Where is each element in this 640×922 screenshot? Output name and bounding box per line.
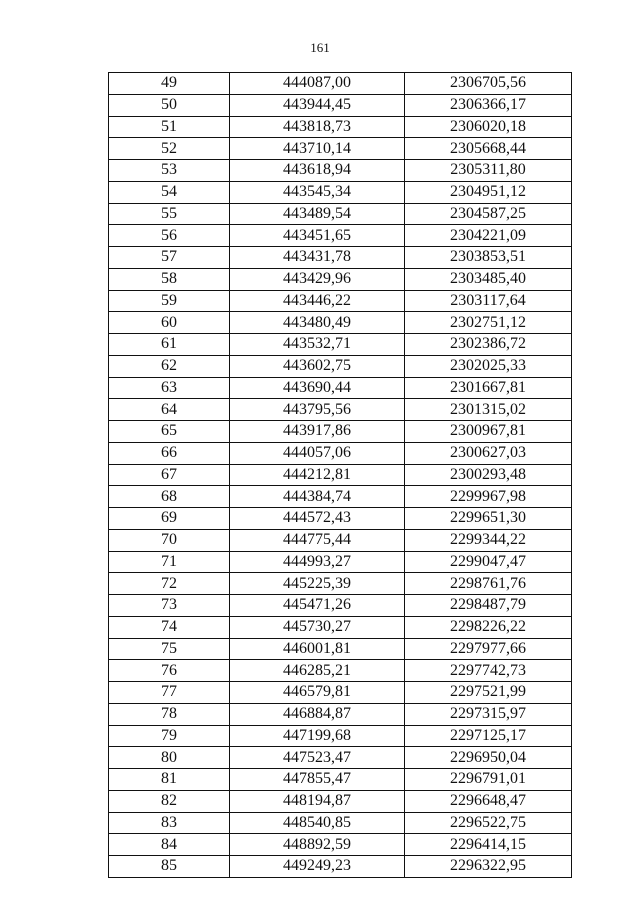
table-row bbox=[109, 812, 572, 834]
table-row bbox=[109, 486, 572, 508]
x-coordinate-cell: 443602,75 bbox=[230, 355, 405, 377]
y-coordinate-cell: 2296322,95 bbox=[405, 856, 572, 878]
table-row bbox=[109, 442, 572, 464]
y-coordinate-cell: 2299967,98 bbox=[405, 486, 572, 508]
x-coordinate-cell: 448540,85 bbox=[230, 812, 405, 834]
x-coordinate-cell: 443818,73 bbox=[230, 116, 405, 138]
table-row bbox=[109, 638, 572, 660]
table-row bbox=[109, 508, 572, 530]
y-coordinate-cell: 2303117,64 bbox=[405, 290, 572, 312]
table-row bbox=[109, 769, 572, 791]
table-row bbox=[109, 377, 572, 399]
table-row bbox=[109, 334, 572, 356]
x-coordinate-cell: 443480,49 bbox=[230, 312, 405, 334]
point-number-cell: 63 bbox=[109, 377, 230, 399]
y-coordinate-cell: 2305668,44 bbox=[405, 138, 572, 160]
point-number-cell: 73 bbox=[109, 595, 230, 617]
point-number-cell: 57 bbox=[109, 247, 230, 269]
x-coordinate-cell: 444087,00 bbox=[230, 73, 405, 95]
point-number-cell: 56 bbox=[109, 225, 230, 247]
x-coordinate-cell: 443545,34 bbox=[230, 181, 405, 203]
point-number-cell: 64 bbox=[109, 399, 230, 421]
y-coordinate-cell: 2302751,12 bbox=[405, 312, 572, 334]
point-number-cell: 51 bbox=[109, 116, 230, 138]
y-coordinate-cell: 2297521,99 bbox=[405, 682, 572, 704]
y-coordinate-cell: 2296648,47 bbox=[405, 790, 572, 812]
y-coordinate-cell: 2297315,97 bbox=[405, 703, 572, 725]
y-coordinate-cell: 2298226,22 bbox=[405, 616, 572, 638]
x-coordinate-cell: 445730,27 bbox=[230, 616, 405, 638]
x-coordinate-cell: 446884,87 bbox=[230, 703, 405, 725]
y-coordinate-cell: 2296791,01 bbox=[405, 769, 572, 791]
y-coordinate-cell: 2303485,40 bbox=[405, 268, 572, 290]
y-coordinate-cell: 2301667,81 bbox=[405, 377, 572, 399]
y-coordinate-cell: 2299344,22 bbox=[405, 529, 572, 551]
y-coordinate-cell: 2298487,79 bbox=[405, 595, 572, 617]
point-number-cell: 68 bbox=[109, 486, 230, 508]
x-coordinate-cell: 443618,94 bbox=[230, 160, 405, 182]
point-number-cell: 76 bbox=[109, 660, 230, 682]
point-number-cell: 85 bbox=[109, 856, 230, 878]
y-coordinate-cell: 2300627,03 bbox=[405, 442, 572, 464]
table-row bbox=[109, 312, 572, 334]
y-coordinate-cell: 2302025,33 bbox=[405, 355, 572, 377]
table-row bbox=[109, 116, 572, 138]
table-row bbox=[109, 529, 572, 551]
coordinates-table bbox=[108, 72, 572, 878]
x-coordinate-cell: 447199,68 bbox=[230, 725, 405, 747]
x-coordinate-cell: 443710,14 bbox=[230, 138, 405, 160]
point-number-cell: 49 bbox=[109, 73, 230, 95]
table-row bbox=[109, 747, 572, 769]
table-row bbox=[109, 203, 572, 225]
point-number-cell: 55 bbox=[109, 203, 230, 225]
x-coordinate-cell: 446001,81 bbox=[230, 638, 405, 660]
y-coordinate-cell: 2306020,18 bbox=[405, 116, 572, 138]
table-row bbox=[109, 682, 572, 704]
table-row bbox=[109, 73, 572, 95]
x-coordinate-cell: 443944,45 bbox=[230, 94, 405, 116]
x-coordinate-cell: 444384,74 bbox=[230, 486, 405, 508]
x-coordinate-cell: 443431,78 bbox=[230, 247, 405, 269]
point-number-cell: 50 bbox=[109, 94, 230, 116]
point-number-cell: 60 bbox=[109, 312, 230, 334]
y-coordinate-cell: 2300967,81 bbox=[405, 421, 572, 443]
page-number: 161 bbox=[310, 40, 330, 55]
x-coordinate-cell: 443446,22 bbox=[230, 290, 405, 312]
x-coordinate-cell: 443690,44 bbox=[230, 377, 405, 399]
table-row bbox=[109, 725, 572, 747]
y-coordinate-cell: 2299047,47 bbox=[405, 551, 572, 573]
point-number-cell: 71 bbox=[109, 551, 230, 573]
y-coordinate-cell: 2305311,80 bbox=[405, 160, 572, 182]
point-number-cell: 66 bbox=[109, 442, 230, 464]
point-number-cell: 67 bbox=[109, 464, 230, 486]
table-row bbox=[109, 616, 572, 638]
point-number-cell: 75 bbox=[109, 638, 230, 660]
coordinates-table-body bbox=[109, 73, 572, 878]
table-row bbox=[109, 138, 572, 160]
y-coordinate-cell: 2303853,51 bbox=[405, 247, 572, 269]
table-row bbox=[109, 160, 572, 182]
x-coordinate-cell: 444993,27 bbox=[230, 551, 405, 573]
table-row bbox=[109, 94, 572, 116]
x-coordinate-cell: 443532,71 bbox=[230, 334, 405, 356]
y-coordinate-cell: 2304951,12 bbox=[405, 181, 572, 203]
table-row bbox=[109, 225, 572, 247]
y-coordinate-cell: 2297742,73 bbox=[405, 660, 572, 682]
point-number-cell: 62 bbox=[109, 355, 230, 377]
point-number-cell: 84 bbox=[109, 834, 230, 856]
y-coordinate-cell: 2304221,09 bbox=[405, 225, 572, 247]
x-coordinate-cell: 443917,86 bbox=[230, 421, 405, 443]
y-coordinate-cell: 2296414,15 bbox=[405, 834, 572, 856]
y-coordinate-cell: 2296522,75 bbox=[405, 812, 572, 834]
point-number-cell: 77 bbox=[109, 682, 230, 704]
y-coordinate-cell: 2300293,48 bbox=[405, 464, 572, 486]
x-coordinate-cell: 443795,56 bbox=[230, 399, 405, 421]
table-row bbox=[109, 421, 572, 443]
table-row bbox=[109, 355, 572, 377]
x-coordinate-cell: 443489,54 bbox=[230, 203, 405, 225]
x-coordinate-cell: 444775,44 bbox=[230, 529, 405, 551]
point-number-cell: 72 bbox=[109, 573, 230, 595]
table-row bbox=[109, 790, 572, 812]
table-row bbox=[109, 551, 572, 573]
point-number-cell: 81 bbox=[109, 769, 230, 791]
point-number-cell: 58 bbox=[109, 268, 230, 290]
y-coordinate-cell: 2306705,56 bbox=[405, 73, 572, 95]
table-row bbox=[109, 247, 572, 269]
x-coordinate-cell: 444212,81 bbox=[230, 464, 405, 486]
y-coordinate-cell: 2296950,04 bbox=[405, 747, 572, 769]
point-number-cell: 82 bbox=[109, 790, 230, 812]
x-coordinate-cell: 448194,87 bbox=[230, 790, 405, 812]
table-row bbox=[109, 181, 572, 203]
x-coordinate-cell: 446285,21 bbox=[230, 660, 405, 682]
y-coordinate-cell: 2297125,17 bbox=[405, 725, 572, 747]
point-number-cell: 53 bbox=[109, 160, 230, 182]
point-number-cell: 74 bbox=[109, 616, 230, 638]
table-row bbox=[109, 834, 572, 856]
y-coordinate-cell: 2299651,30 bbox=[405, 508, 572, 530]
point-number-cell: 83 bbox=[109, 812, 230, 834]
x-coordinate-cell: 448892,59 bbox=[230, 834, 405, 856]
x-coordinate-cell: 443451,65 bbox=[230, 225, 405, 247]
point-number-cell: 70 bbox=[109, 529, 230, 551]
table-row bbox=[109, 856, 572, 878]
table-row bbox=[109, 595, 572, 617]
table-row bbox=[109, 660, 572, 682]
point-number-cell: 59 bbox=[109, 290, 230, 312]
point-number-cell: 65 bbox=[109, 421, 230, 443]
x-coordinate-cell: 444572,43 bbox=[230, 508, 405, 530]
table-row bbox=[109, 703, 572, 725]
table-row bbox=[109, 268, 572, 290]
point-number-cell: 54 bbox=[109, 181, 230, 203]
y-coordinate-cell: 2306366,17 bbox=[405, 94, 572, 116]
y-coordinate-cell: 2304587,25 bbox=[405, 203, 572, 225]
y-coordinate-cell: 2298761,76 bbox=[405, 573, 572, 595]
point-number-cell: 69 bbox=[109, 508, 230, 530]
x-coordinate-cell: 449249,23 bbox=[230, 856, 405, 878]
point-number-cell: 78 bbox=[109, 703, 230, 725]
x-coordinate-cell: 445471,26 bbox=[230, 595, 405, 617]
point-number-cell: 80 bbox=[109, 747, 230, 769]
point-number-cell: 61 bbox=[109, 334, 230, 356]
x-coordinate-cell: 444057,06 bbox=[230, 442, 405, 464]
x-coordinate-cell: 445225,39 bbox=[230, 573, 405, 595]
x-coordinate-cell: 447523,47 bbox=[230, 747, 405, 769]
y-coordinate-cell: 2302386,72 bbox=[405, 334, 572, 356]
table-row bbox=[109, 399, 572, 421]
y-coordinate-cell: 2297977,66 bbox=[405, 638, 572, 660]
table-row bbox=[109, 290, 572, 312]
y-coordinate-cell: 2301315,02 bbox=[405, 399, 572, 421]
table-row bbox=[109, 464, 572, 486]
x-coordinate-cell: 446579,81 bbox=[230, 682, 405, 704]
point-number-cell: 52 bbox=[109, 138, 230, 160]
point-number-cell: 79 bbox=[109, 725, 230, 747]
x-coordinate-cell: 443429,96 bbox=[230, 268, 405, 290]
table-row bbox=[109, 573, 572, 595]
x-coordinate-cell: 447855,47 bbox=[230, 769, 405, 791]
